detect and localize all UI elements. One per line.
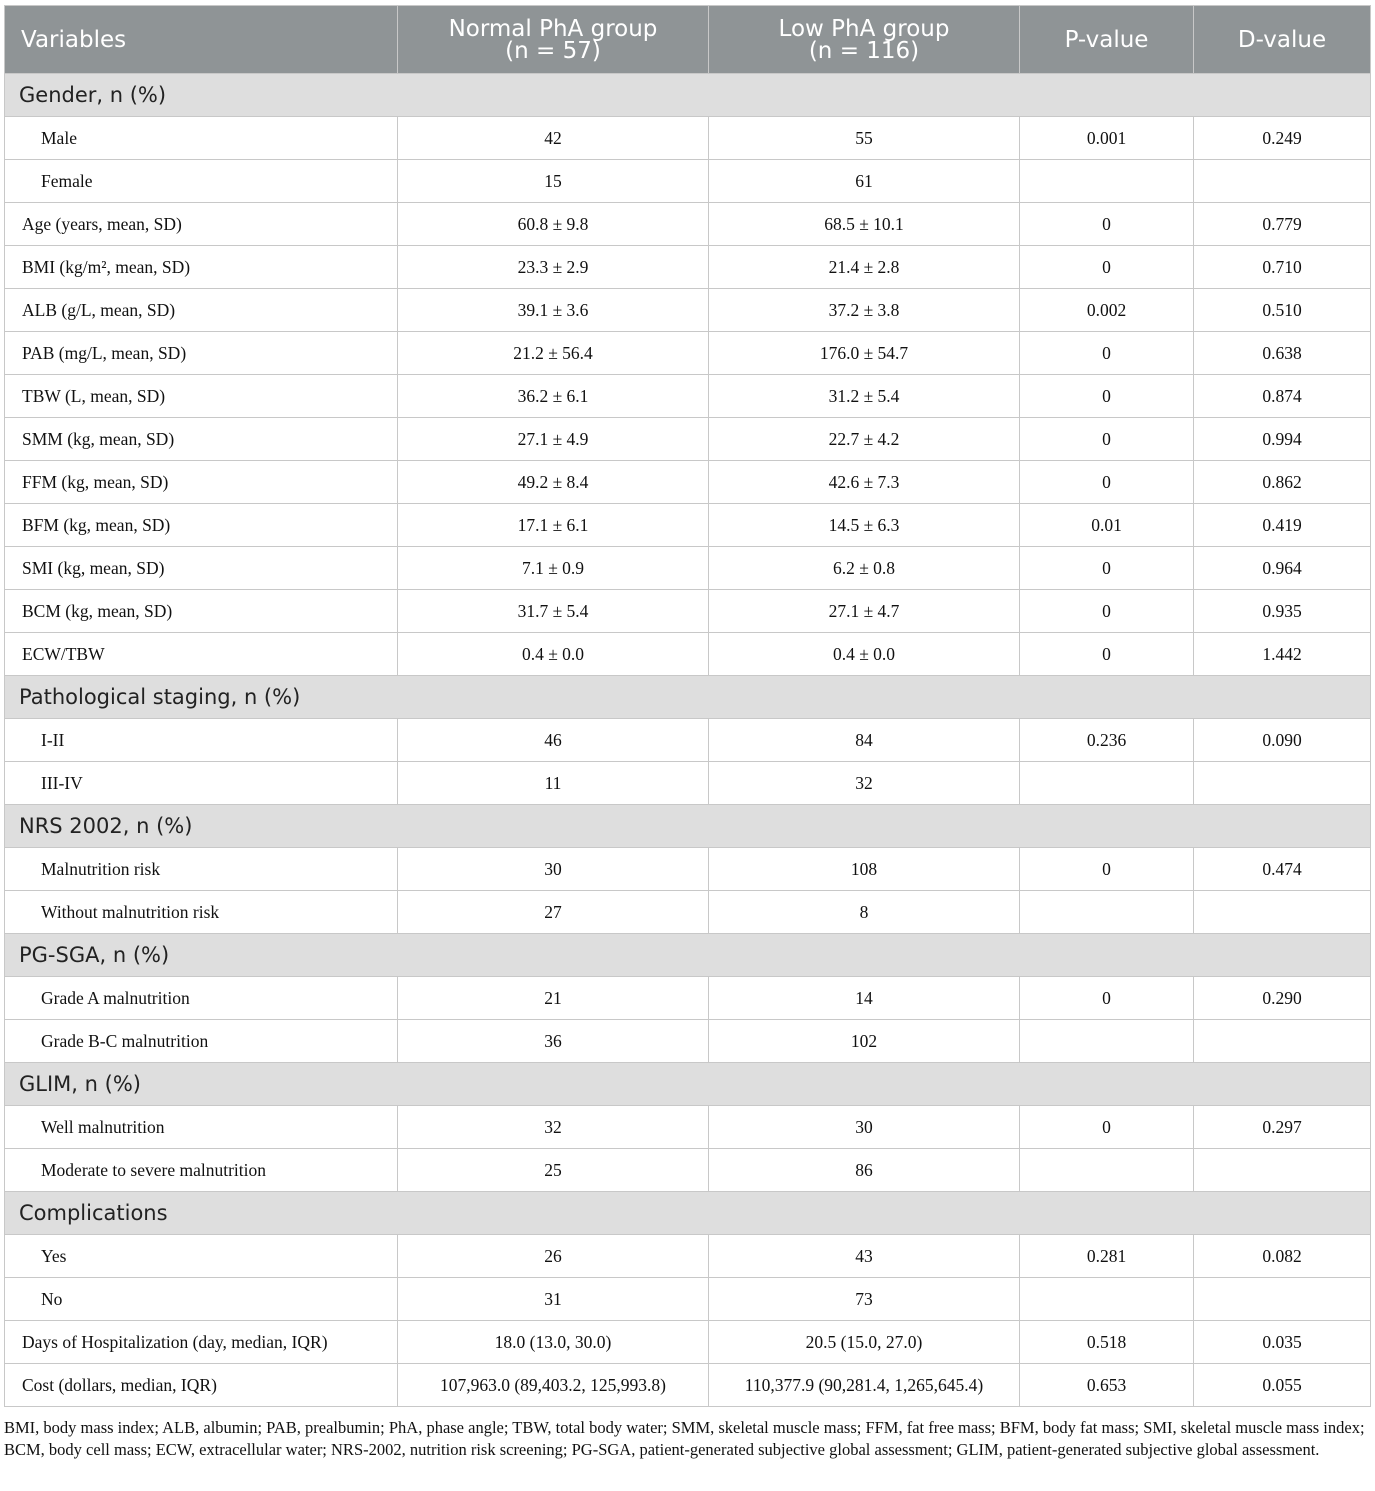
d-value-cell	[1194, 1278, 1371, 1321]
low-group-cell: 176.0 ± 54.7	[709, 332, 1020, 375]
section-row	[5, 1063, 1371, 1106]
low-group-cell: 61	[709, 160, 1020, 203]
row-label: SMI (kg, mean, SD)	[5, 547, 398, 590]
section-label: PG-SGA, n (%)	[5, 934, 1371, 977]
section-label: Pathological staging, n (%)	[5, 676, 1371, 719]
row-label: Malnutrition risk	[5, 848, 398, 891]
header-low-group	[709, 6, 1020, 74]
p-value-cell	[1020, 1020, 1194, 1063]
d-value-cell	[1194, 891, 1371, 934]
p-value-cell	[1020, 160, 1194, 203]
low-group-cell: 86	[709, 1149, 1020, 1192]
section-row	[5, 74, 1371, 117]
header-p-value: P-value	[1020, 6, 1194, 74]
row-label: FFM (kg, mean, SD)	[5, 461, 398, 504]
normal-group-cell: 21.2 ± 56.4	[398, 332, 709, 375]
d-value-cell: 0.874	[1194, 375, 1371, 418]
p-value-cell: 0	[1020, 203, 1194, 246]
row-label: ECW/TBW	[5, 633, 398, 676]
d-value-cell	[1194, 160, 1371, 203]
table-row	[5, 246, 1371, 289]
p-value-cell: 0	[1020, 246, 1194, 289]
normal-group-cell: 39.1 ± 3.6	[398, 289, 709, 332]
d-value-cell: 0.510	[1194, 289, 1371, 332]
table-header	[5, 6, 1371, 74]
normal-group-cell: 7.1 ± 0.9	[398, 547, 709, 590]
d-value-cell: 0.290	[1194, 977, 1371, 1020]
normal-group-cell: 31	[398, 1278, 709, 1321]
low-group-cell: 31.2 ± 5.4	[709, 375, 1020, 418]
row-label: BCM (kg, mean, SD)	[5, 590, 398, 633]
row-label: Cost (dollars, median, IQR)	[5, 1364, 398, 1407]
p-value-cell: 0	[1020, 633, 1194, 676]
d-value-cell: 0.474	[1194, 848, 1371, 891]
table-row	[5, 1235, 1371, 1278]
normal-group-cell: 11	[398, 762, 709, 805]
normal-group-cell: 36.2 ± 6.1	[398, 375, 709, 418]
low-group-cell: 30	[709, 1106, 1020, 1149]
p-value-cell: 0.281	[1020, 1235, 1194, 1278]
normal-group-cell: 27.1 ± 4.9	[398, 418, 709, 461]
d-value-cell: 0.055	[1194, 1364, 1371, 1407]
header-row	[5, 6, 1371, 74]
low-group-cell: 73	[709, 1278, 1020, 1321]
table-row	[5, 1364, 1371, 1407]
table-row	[5, 461, 1371, 504]
d-value-cell: 0.090	[1194, 719, 1371, 762]
row-label: Moderate to severe malnutrition	[5, 1149, 398, 1192]
table-row	[5, 891, 1371, 934]
p-value-cell: 0	[1020, 418, 1194, 461]
table-row	[5, 719, 1371, 762]
normal-group-cell: 46	[398, 719, 709, 762]
p-value-cell	[1020, 1149, 1194, 1192]
normal-group-cell: 15	[398, 160, 709, 203]
section-label: NRS 2002, n (%)	[5, 805, 1371, 848]
row-label: Male	[5, 117, 398, 160]
p-value-cell: 0.236	[1020, 719, 1194, 762]
table-row	[5, 1106, 1371, 1149]
row-label: TBW (L, mean, SD)	[5, 375, 398, 418]
low-group-cell: 32	[709, 762, 1020, 805]
low-group-cell: 22.7 ± 4.2	[709, 418, 1020, 461]
table-row	[5, 418, 1371, 461]
d-value-cell: 0.638	[1194, 332, 1371, 375]
header-normal-group	[398, 6, 709, 74]
row-label: Grade A malnutrition	[5, 977, 398, 1020]
p-value-cell: 0.653	[1020, 1364, 1194, 1407]
row-label: Female	[5, 160, 398, 203]
data-table	[4, 5, 1371, 1407]
d-value-cell	[1194, 1149, 1371, 1192]
row-label: Yes	[5, 1235, 398, 1278]
p-value-cell	[1020, 1278, 1194, 1321]
p-value-cell: 0.01	[1020, 504, 1194, 547]
section-label: Complications	[5, 1192, 1371, 1235]
table-row	[5, 547, 1371, 590]
normal-group-cell: 0.4 ± 0.0	[398, 633, 709, 676]
section-row	[5, 934, 1371, 977]
table-row	[5, 1321, 1371, 1364]
header-normal-n: (n = 57)	[505, 37, 601, 64]
low-group-cell: 42.6 ± 7.3	[709, 461, 1020, 504]
low-group-cell: 84	[709, 719, 1020, 762]
low-group-cell: 68.5 ± 10.1	[709, 203, 1020, 246]
d-value-cell: 0.249	[1194, 117, 1371, 160]
p-value-cell	[1020, 762, 1194, 805]
section-row	[5, 1192, 1371, 1235]
d-value-cell: 0.964	[1194, 547, 1371, 590]
low-group-cell: 37.2 ± 3.8	[709, 289, 1020, 332]
table-body	[5, 74, 1371, 1407]
table-row	[5, 203, 1371, 246]
section-row	[5, 805, 1371, 848]
d-value-cell: 0.082	[1194, 1235, 1371, 1278]
d-value-cell: 0.994	[1194, 418, 1371, 461]
normal-group-cell: 31.7 ± 5.4	[398, 590, 709, 633]
table-row	[5, 504, 1371, 547]
p-value-cell: 0	[1020, 977, 1194, 1020]
p-value-cell: 0	[1020, 332, 1194, 375]
normal-group-cell: 107,963.0 (89,403.2, 125,993.8)	[398, 1364, 709, 1407]
section-label: Gender, n (%)	[5, 74, 1371, 117]
table-row	[5, 289, 1371, 332]
d-value-cell: 0.710	[1194, 246, 1371, 289]
p-value-cell: 0.002	[1020, 289, 1194, 332]
row-label: Grade B-C malnutrition	[5, 1020, 398, 1063]
p-value-cell: 0	[1020, 848, 1194, 891]
p-value-cell: 0	[1020, 547, 1194, 590]
table-footnote: BMI, body mass index; ALB, albumin; PAB, prealbumin; PhA, phase angle; TBW, total body water; SMM, skeletal muscle mass; FFM, fat free mass; BFM, body fat mass; SMI, skeletal muscle mass index; BCM, body cell mass; ECW, extracellular water; NRS-2002, nutrition risk screening; PG-SGA, patient-generated subjective global assessment; GLIM, patient-generated subjective global assessment.	[4, 1418, 1365, 1459]
d-value-cell: 0.035	[1194, 1321, 1371, 1364]
normal-group-cell: 32	[398, 1106, 709, 1149]
header-variables: Variables	[5, 6, 398, 74]
normal-group-cell: 36	[398, 1020, 709, 1063]
normal-group-cell: 26	[398, 1235, 709, 1278]
low-group-cell: 43	[709, 1235, 1020, 1278]
normal-group-cell: 49.2 ± 8.4	[398, 461, 709, 504]
table-row	[5, 375, 1371, 418]
p-value-cell: 0	[1020, 1106, 1194, 1149]
low-group-cell: 110,377.9 (90,281.4, 1,265,645.4)	[709, 1364, 1020, 1407]
d-value-cell: 0.862	[1194, 461, 1371, 504]
low-group-cell: 21.4 ± 2.8	[709, 246, 1020, 289]
row-label: No	[5, 1278, 398, 1321]
normal-group-cell: 18.0 (13.0, 30.0)	[398, 1321, 709, 1364]
header-low-title: Low PhA group	[778, 15, 950, 42]
normal-group-cell: 27	[398, 891, 709, 934]
row-label: I-II	[5, 719, 398, 762]
p-value-cell: 0.518	[1020, 1321, 1194, 1364]
table-row	[5, 590, 1371, 633]
table-row	[5, 1020, 1371, 1063]
table-row	[5, 848, 1371, 891]
low-group-cell: 27.1 ± 4.7	[709, 590, 1020, 633]
low-group-cell: 14	[709, 977, 1020, 1020]
table-row	[5, 633, 1371, 676]
table-row	[5, 160, 1371, 203]
normal-group-cell: 25	[398, 1149, 709, 1192]
section-row	[5, 676, 1371, 719]
low-group-cell: 0.4 ± 0.0	[709, 633, 1020, 676]
p-value-cell: 0	[1020, 461, 1194, 504]
table-row	[5, 1278, 1371, 1321]
header-d-value: D-value	[1194, 6, 1371, 74]
low-group-cell: 6.2 ± 0.8	[709, 547, 1020, 590]
p-value-cell	[1020, 891, 1194, 934]
d-value-cell: 0.935	[1194, 590, 1371, 633]
table-row	[5, 977, 1371, 1020]
row-label: ALB (g/L, mean, SD)	[5, 289, 398, 332]
d-value-cell: 1.442	[1194, 633, 1371, 676]
p-value-cell: 0.001	[1020, 117, 1194, 160]
d-value-cell: 0.419	[1194, 504, 1371, 547]
row-label: PAB (mg/L, mean, SD)	[5, 332, 398, 375]
row-label: Without malnutrition risk	[5, 891, 398, 934]
normal-group-cell: 23.3 ± 2.9	[398, 246, 709, 289]
table-row	[5, 1149, 1371, 1192]
low-group-cell: 8	[709, 891, 1020, 934]
header-low-n: (n = 116)	[808, 37, 920, 64]
normal-group-cell: 60.8 ± 9.8	[398, 203, 709, 246]
row-label: Age (years, mean, SD)	[5, 203, 398, 246]
p-value-cell: 0	[1020, 590, 1194, 633]
row-label: Well malnutrition	[5, 1106, 398, 1149]
table-row	[5, 332, 1371, 375]
low-group-cell: 20.5 (15.0, 27.0)	[709, 1321, 1020, 1364]
row-label: SMM (kg, mean, SD)	[5, 418, 398, 461]
table-row	[5, 117, 1371, 160]
d-value-cell: 0.297	[1194, 1106, 1371, 1149]
section-label: GLIM, n (%)	[5, 1063, 1371, 1106]
normal-group-cell: 21	[398, 977, 709, 1020]
low-group-cell: 55	[709, 117, 1020, 160]
low-group-cell: 14.5 ± 6.3	[709, 504, 1020, 547]
normal-group-cell: 30	[398, 848, 709, 891]
low-group-cell: 102	[709, 1020, 1020, 1063]
normal-group-cell: 42	[398, 117, 709, 160]
p-value-cell: 0	[1020, 375, 1194, 418]
d-value-cell	[1194, 762, 1371, 805]
low-group-cell: 108	[709, 848, 1020, 891]
row-label: III-IV	[5, 762, 398, 805]
row-label: Days of Hospitalization (day, median, IQR)	[5, 1321, 398, 1364]
table-row	[5, 762, 1371, 805]
row-label: BMI (kg/m², mean, SD)	[5, 246, 398, 289]
row-label: BFM (kg, mean, SD)	[5, 504, 398, 547]
normal-group-cell: 17.1 ± 6.1	[398, 504, 709, 547]
header-normal-title: Normal PhA group	[448, 15, 658, 42]
d-value-cell: 0.779	[1194, 203, 1371, 246]
d-value-cell	[1194, 1020, 1371, 1063]
